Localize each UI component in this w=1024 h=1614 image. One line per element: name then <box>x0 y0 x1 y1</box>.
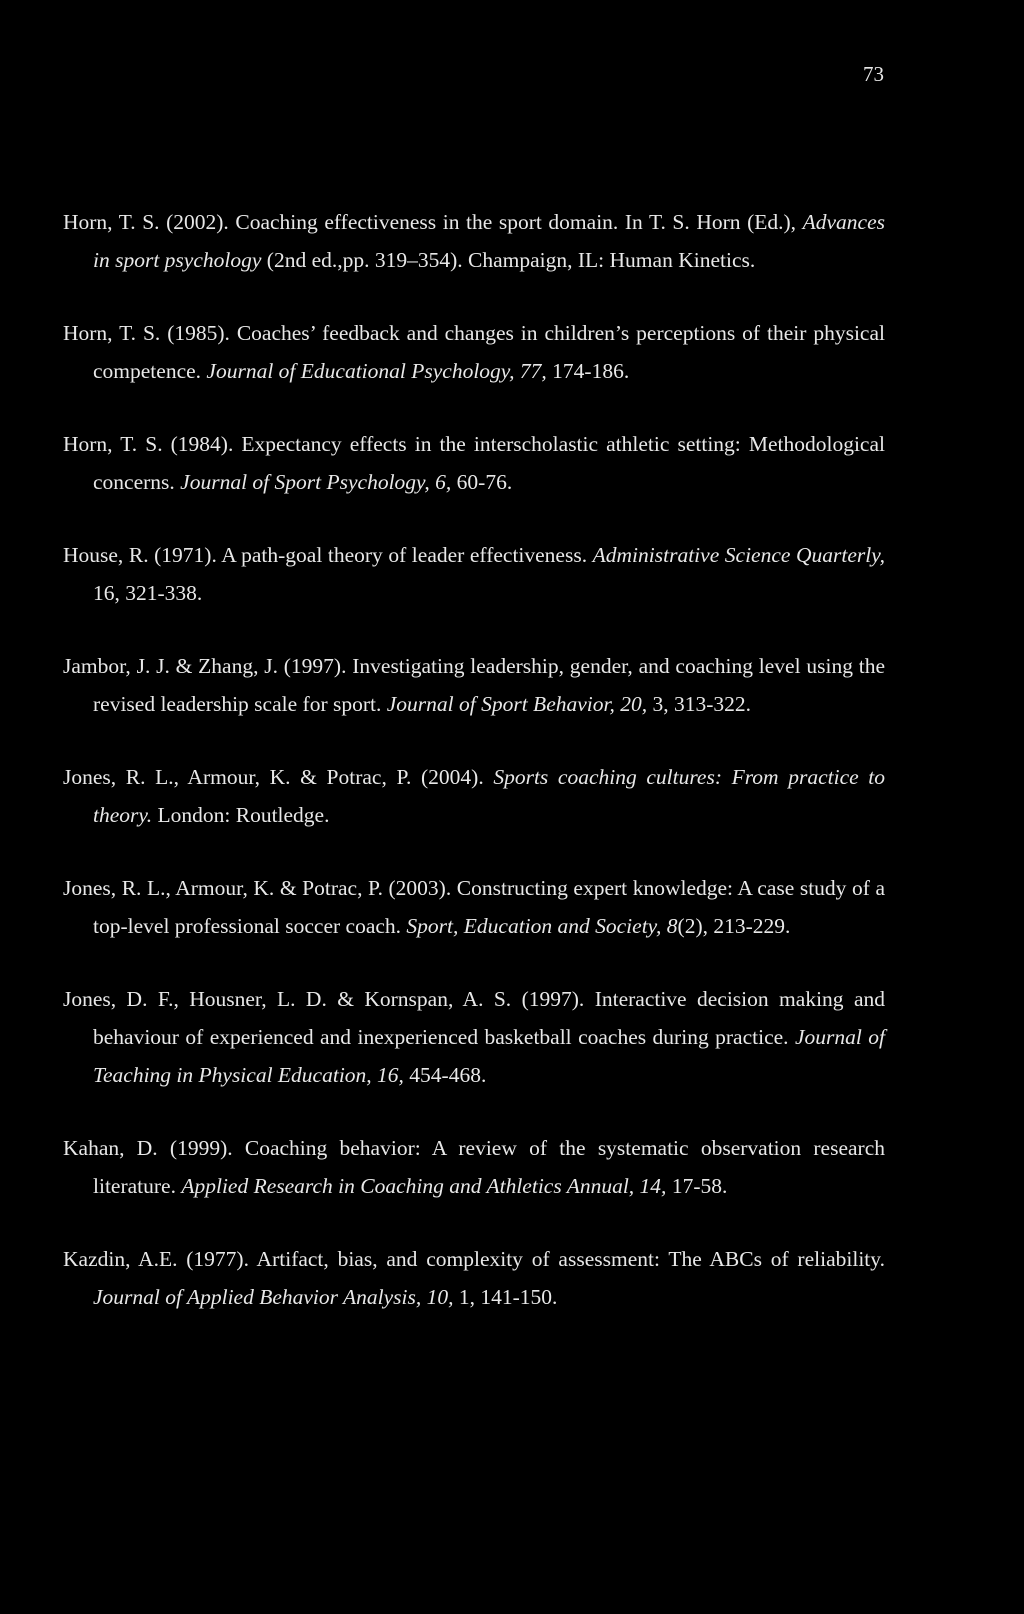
reference-text: Kazdin, A.E. (1977). Artifact, bias, and complexity of assessment: The ABCs of reliability. <box>63 1247 885 1271</box>
reference-entry <box>63 869 885 945</box>
reference-list <box>63 203 885 1351</box>
reference-source: Journal of Teaching in Physical Education, 16, <box>93 1025 886 1087</box>
reference-text: Jambor, J. J. & Zhang, J. (1997). Investigating leadership, gender, and coaching level using the revised leadership scale for sport. <box>63 654 885 716</box>
reference-details: 60-76. <box>451 470 513 494</box>
reference-source: Journal of Sport Psychology, 6, <box>180 470 452 494</box>
reference-details: London: Routledge. <box>152 803 330 827</box>
reference-details: 1, 141-150. <box>453 1285 558 1309</box>
reference-details: 174-186. <box>546 359 630 383</box>
reference-text: House, R. (1971). A path-goal theory of leader effectiveness. <box>63 543 593 567</box>
reference-entry <box>63 647 885 723</box>
reference-details: (2nd ed.,pp. 319–354). Champaign, IL: Human Kinetics. <box>261 248 756 272</box>
reference-details: 16, 321-338. <box>93 581 203 605</box>
reference-source: Journal of Educational Psychology, 77, <box>206 359 547 383</box>
reference-details: 17-58. <box>666 1174 728 1198</box>
reference-source: Journal of Applied Behavior Analysis, 10, <box>93 1285 454 1309</box>
reference-details: 454-468. <box>403 1063 487 1087</box>
reference-entry <box>63 1240 885 1316</box>
reference-entry <box>63 425 885 501</box>
reference-source: Applied Research in Coaching and Athletics Annual, 14, <box>181 1174 667 1198</box>
reference-source: Advances in sport psychology <box>93 210 885 272</box>
reference-entry <box>63 980 885 1094</box>
reference-details: (2), 213-229. <box>677 914 791 938</box>
reference-text: Jones, D. F., Housner, L. D. & Kornspan, A. S. (1997). Interactive decision making and behaviour of experienced and inexperienced basketball coaches during practice. <box>63 987 885 1049</box>
reference-entry <box>63 536 885 612</box>
reference-entry <box>63 758 885 834</box>
reference-entry <box>63 1129 885 1205</box>
page-number: 73 <box>863 62 884 86</box>
reference-entry <box>63 203 885 279</box>
reference-details: 3, 313-322. <box>647 692 752 716</box>
reference-text: Kahan, D. (1999). Coaching behavior: A review of the systematic observation research literature. <box>63 1136 885 1198</box>
reference-source: Administrative Science Quarterly, <box>592 543 885 567</box>
reference-source: Sports coaching cultures: From practice to theory. <box>93 765 886 827</box>
reference-entry <box>63 314 885 390</box>
reference-text: Horn, T. S. (1985). Coaches’ feedback and changes in children’s perceptions of their physical competence. <box>63 321 885 383</box>
reference-source: Sport, Education and Society, 8 <box>406 914 678 938</box>
reference-text: Jones, R. L., Armour, K. & Potrac, P. (2004). <box>63 765 494 789</box>
reference-text: Horn, T. S. (1984). Expectancy effects in the interscholastic athletic setting: Methodological concerns. <box>63 432 885 494</box>
reference-text: Horn, T. S. (2002). Coaching effectiveness in the sport domain. In T. S. Horn (Ed.), <box>63 210 803 234</box>
reference-source: Journal of Sport Behavior, 20, <box>386 692 648 716</box>
reference-text: Jones, R. L., Armour, K. & Potrac, P. (2003). Constructing expert knowledge: A case study of a top-level professional soccer coach. <box>63 876 885 938</box>
